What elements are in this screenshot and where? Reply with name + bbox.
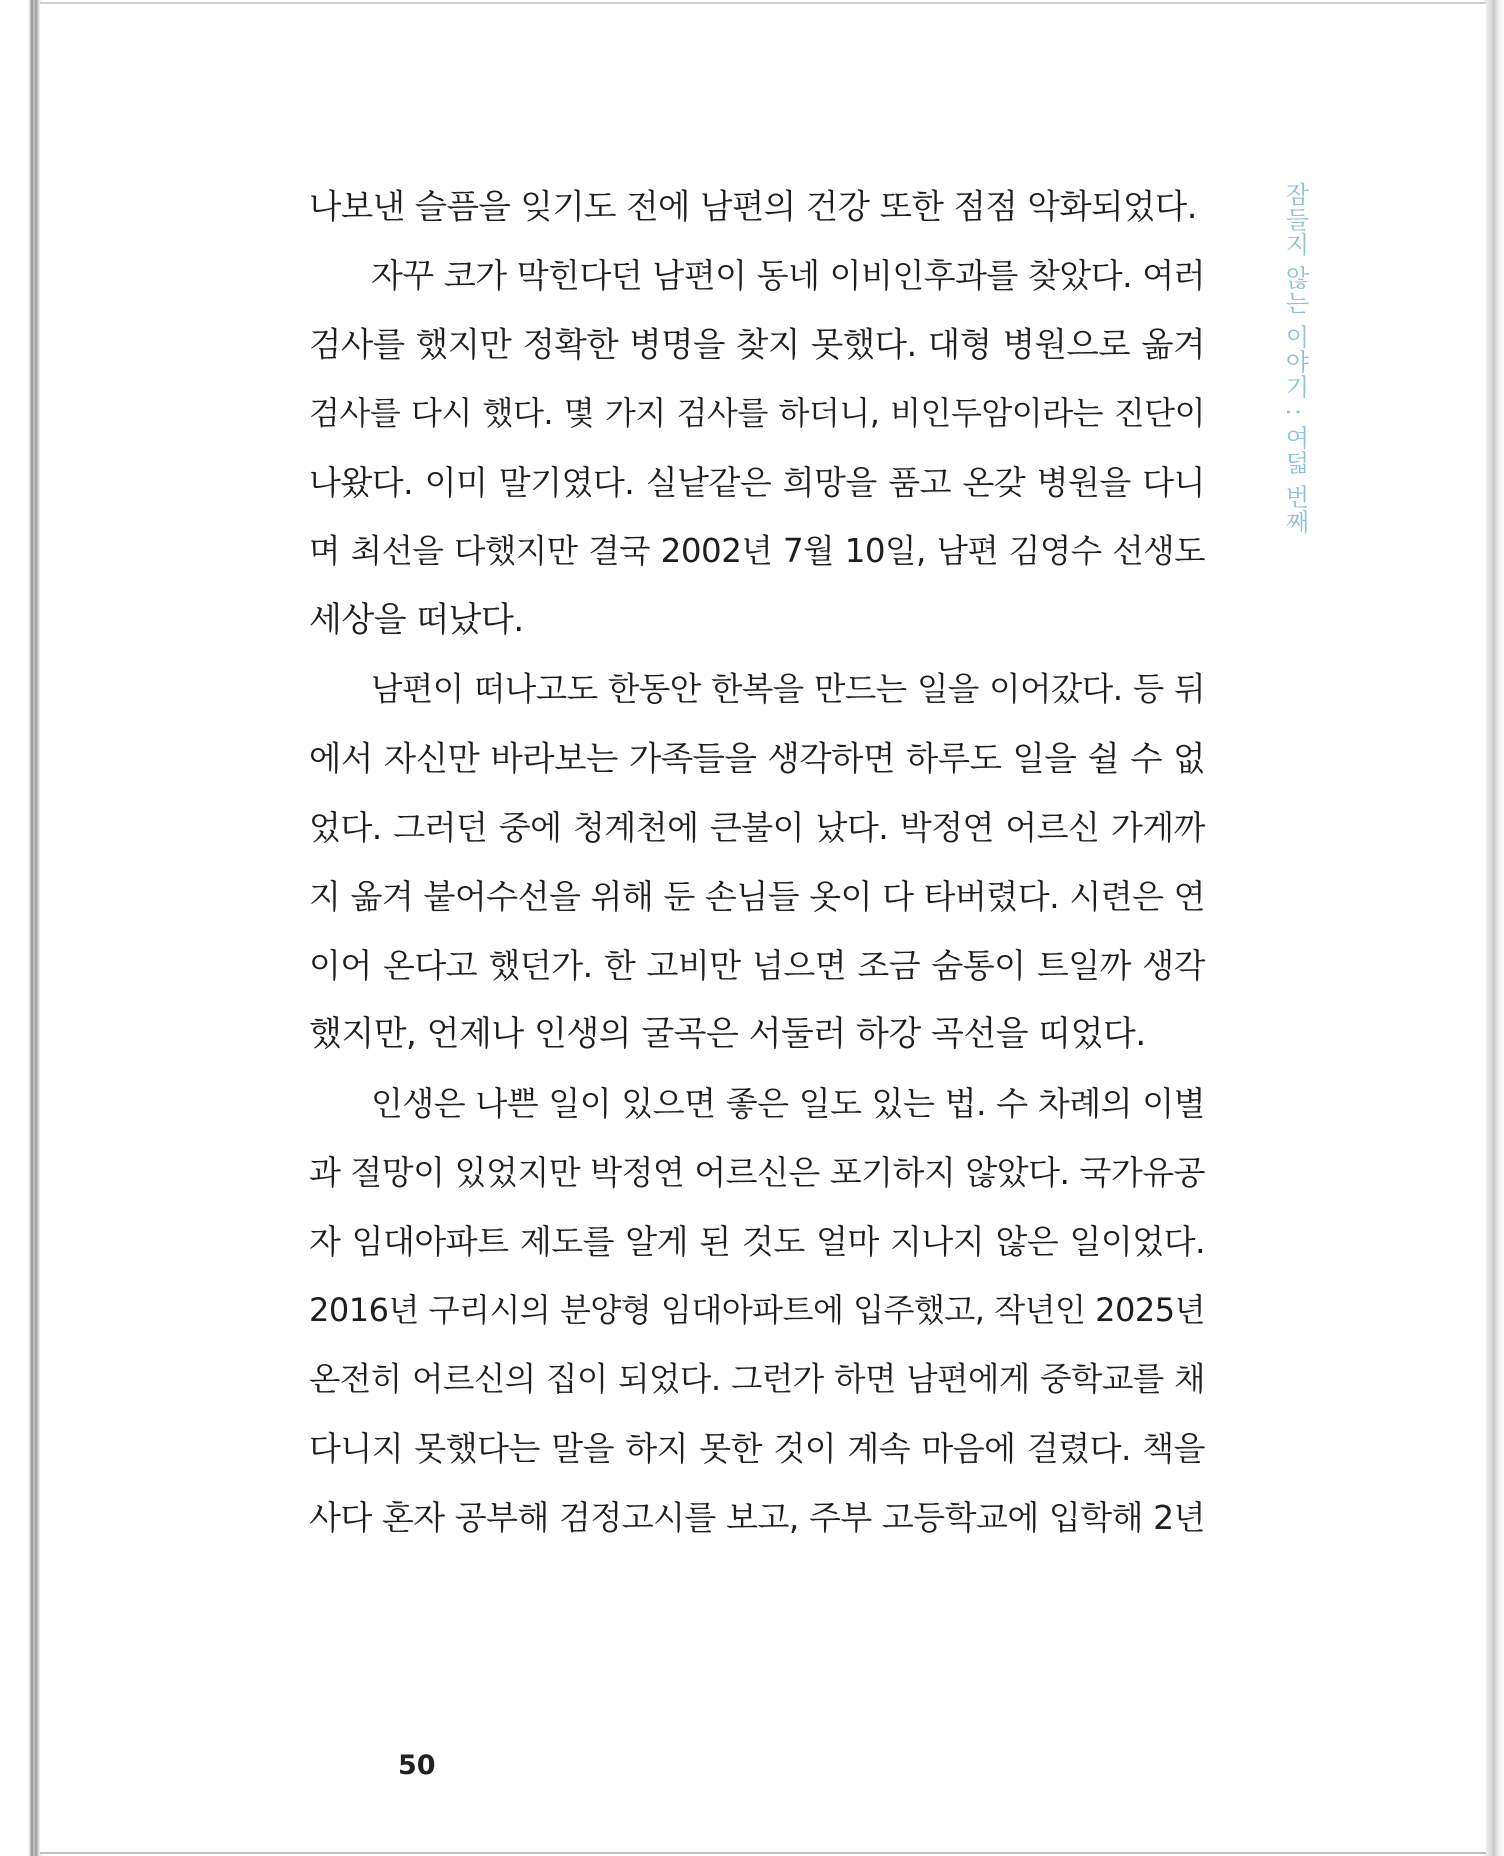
- text-line: 자꾸 코가 막힌다던 남편이 동네 이비인후과를 찾았다. 여러: [371, 256, 1205, 295]
- text-line: 과 절망이 있었지만 박정연 어르신은 포기하지 않았다. 국가유공: [309, 1153, 1205, 1192]
- text-line: 사다 혼자 공부해 검정고시를 보고, 주부 고등학교에 입학해 2년: [309, 1498, 1205, 1537]
- text-line: 온전히 어르신의 집이 되었다. 그런가 하면 남편에게 중학교를 채: [309, 1360, 1205, 1398]
- text-line: 검사를 다시 했다. 몇 가지 검사를 하더니, 비인두암이라는 진단이: [309, 394, 1205, 432]
- text-line: 나왔다. 이미 말기였다. 실낱같은 희망을 품고 온갖 병원을 다니: [309, 463, 1205, 502]
- text-line: 2016년 구리시의 분양형 임대아파트에 입주했고, 작년인 2025년: [309, 1291, 1205, 1329]
- text-line: 세상을 떠났다.: [309, 600, 524, 640]
- book-page: [40, 2, 1486, 1854]
- text-line: 남편이 떠나고도 한동안 한복을 만드는 일을 이어갔다. 등 뒤: [371, 670, 1205, 708]
- body-text: [309, 172, 1205, 1552]
- text-line: 검사를 했지만 정확한 병명을 찾지 못했다. 대형 병원으로 옮겨: [309, 325, 1205, 364]
- page-number: 50: [398, 1750, 436, 1781]
- text-line: 했지만, 언제나 인생의 굴곡은 서둘러 하강 곡선을 띠었다.: [309, 1014, 1146, 1054]
- book-spine-edge: [0, 0, 44, 1856]
- text-line: 다니지 못했다는 말을 하지 못한 것이 계속 마음에 걸렸다. 책을: [309, 1429, 1205, 1468]
- page-stack-edge: [1484, 0, 1504, 1856]
- text-line: 나보낸 슬픔을 잊기도 전에 남편의 건강 또한 점점 악화되었다.: [309, 187, 1197, 226]
- text-line: 에서 자신만 바라보는 가족들을 생각하면 하루도 일을 쉴 수 없: [309, 739, 1205, 778]
- text-line: 었다. 그러던 중에 청계천에 큰불이 났다. 박정연 어르신 가게까: [309, 808, 1205, 847]
- text-line: 자 임대아파트 제도를 알게 된 것도 얼마 지나지 않은 일이었다.: [309, 1222, 1205, 1261]
- text-line: 인생은 나쁜 일이 있으면 좋은 일도 있는 법. 수 차례의 이별: [371, 1084, 1205, 1123]
- running-head: 잠들지 않는 이야기 : 여덟 번째: [1281, 182, 1309, 535]
- text-line: 지 옮겨 붙어수선을 위해 둔 손님들 옷이 다 타버렸다. 시련은 연: [309, 877, 1205, 916]
- text-line: 이어 온다고 했던가. 한 고비만 넘으면 조금 숨통이 트일까 생각: [309, 946, 1205, 985]
- text-line: 며 최선을 다했지만 결국 2002년 7월 10일, 남편 김영수 선생도: [309, 532, 1205, 570]
